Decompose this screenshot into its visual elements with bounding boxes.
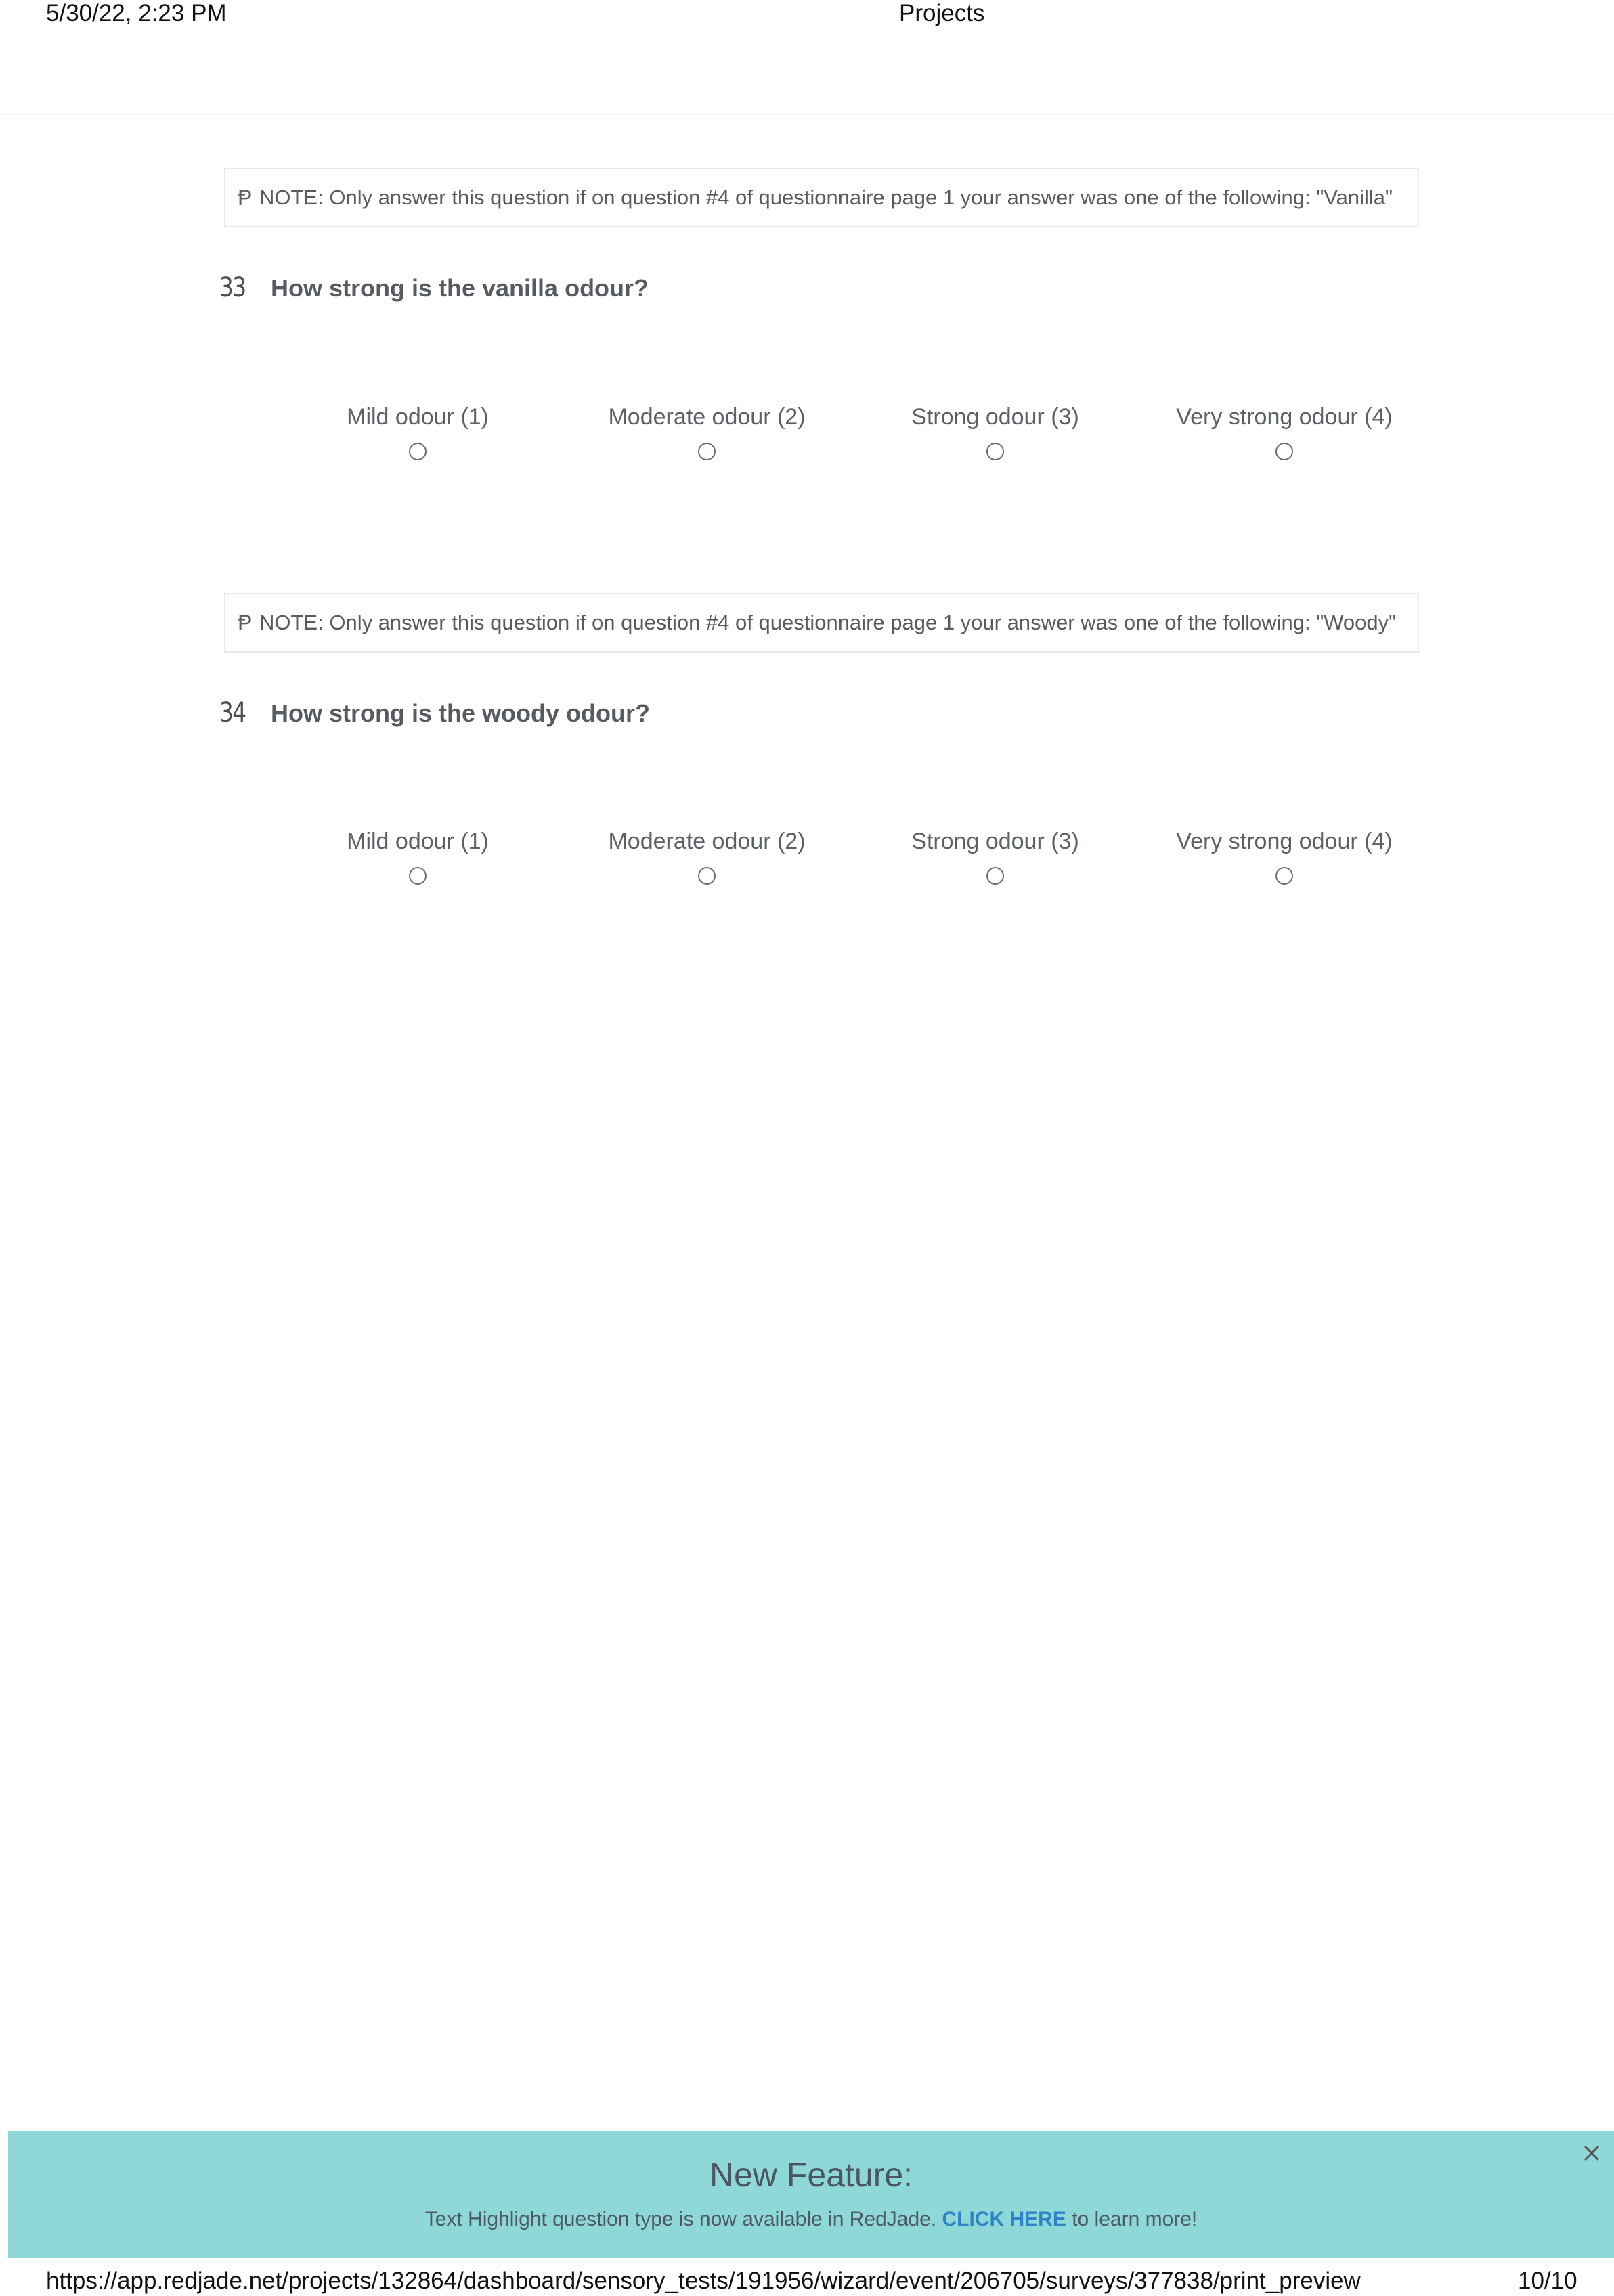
- radio-button[interactable]: [409, 443, 427, 460]
- note-text: NOTE: Only answer this question if on question #4 of questionnaire page 1 your answer was one of the following: "Woody": [259, 611, 1397, 634]
- page-top-divider: [0, 114, 1614, 115]
- scale-option-3[interactable]: [853, 828, 1137, 885]
- scale-option-2[interactable]: [565, 403, 849, 460]
- scale-option-4[interactable]: [1142, 828, 1426, 885]
- radio-button[interactable]: [1275, 867, 1293, 885]
- print-date: 5/30/22, 2:23 PM: [46, 0, 227, 26]
- radio-button[interactable]: [698, 443, 716, 460]
- scale-option-2[interactable]: [565, 828, 849, 885]
- scale-option-1[interactable]: [276, 828, 560, 885]
- print-page-title: Projects: [899, 0, 985, 26]
- print-page-number: 10/10: [1518, 2268, 1577, 2294]
- question-text: How strong is the vanilla odour?: [271, 274, 649, 302]
- conditional-note-q34: [224, 593, 1419, 653]
- question-33-title: [219, 272, 649, 303]
- scale-option-label: Moderate odour (2): [608, 829, 806, 854]
- radio-button[interactable]: [698, 867, 716, 885]
- new-feature-banner: [8, 2131, 1614, 2258]
- question-34-title: [219, 697, 650, 728]
- radio-button[interactable]: [986, 867, 1004, 885]
- banner-click-here-link[interactable]: CLICK HERE: [942, 2208, 1066, 2230]
- scale-option-label: Very strong odour (4): [1176, 829, 1393, 854]
- radio-button[interactable]: [986, 443, 1004, 460]
- question-number: 33: [219, 272, 246, 303]
- scale-option-4[interactable]: [1142, 403, 1426, 460]
- radio-button[interactable]: [409, 867, 427, 885]
- banner-title: New Feature:: [709, 2156, 913, 2194]
- note-text: NOTE: Only answer this question if on question #4 of questionnaire page 1 your answer was one of the following: "Vanilla": [259, 185, 1393, 209]
- close-icon[interactable]: [1576, 2138, 1607, 2169]
- scale-option-label: Mild odour (1): [347, 829, 489, 854]
- banner-message: [8, 2208, 1614, 2231]
- banner-text-before: Text Highlight question type is now available in RedJade.: [424, 2208, 937, 2230]
- branch-note-icon: Ᵽ: [238, 610, 253, 635]
- question-text: How strong is the woody odour?: [271, 699, 650, 727]
- banner-text-after: to learn more!: [1072, 2208, 1198, 2230]
- scale-option-label: Strong odour (3): [911, 829, 1079, 854]
- print-url: https://app.redjade.net/projects/132864/dashboard/sensory_tests/191956/wizard/event/206705/surveys/377838/print_preview: [46, 2268, 1361, 2294]
- scale-option-label: Mild odour (1): [347, 404, 489, 430]
- branch-note-icon: Ᵽ: [238, 185, 253, 210]
- question-number: 34: [219, 697, 246, 728]
- radio-button[interactable]: [1275, 443, 1293, 460]
- question-33-scale: [0, 403, 1614, 485]
- conditional-note-q33: [224, 168, 1419, 227]
- question-34-scale: [0, 828, 1614, 909]
- scale-option-1[interactable]: [276, 403, 560, 460]
- scale-option-3[interactable]: [853, 403, 1137, 460]
- scale-option-label: Strong odour (3): [911, 404, 1079, 430]
- scale-option-label: Very strong odour (4): [1176, 404, 1393, 430]
- scale-option-label: Moderate odour (2): [608, 404, 806, 430]
